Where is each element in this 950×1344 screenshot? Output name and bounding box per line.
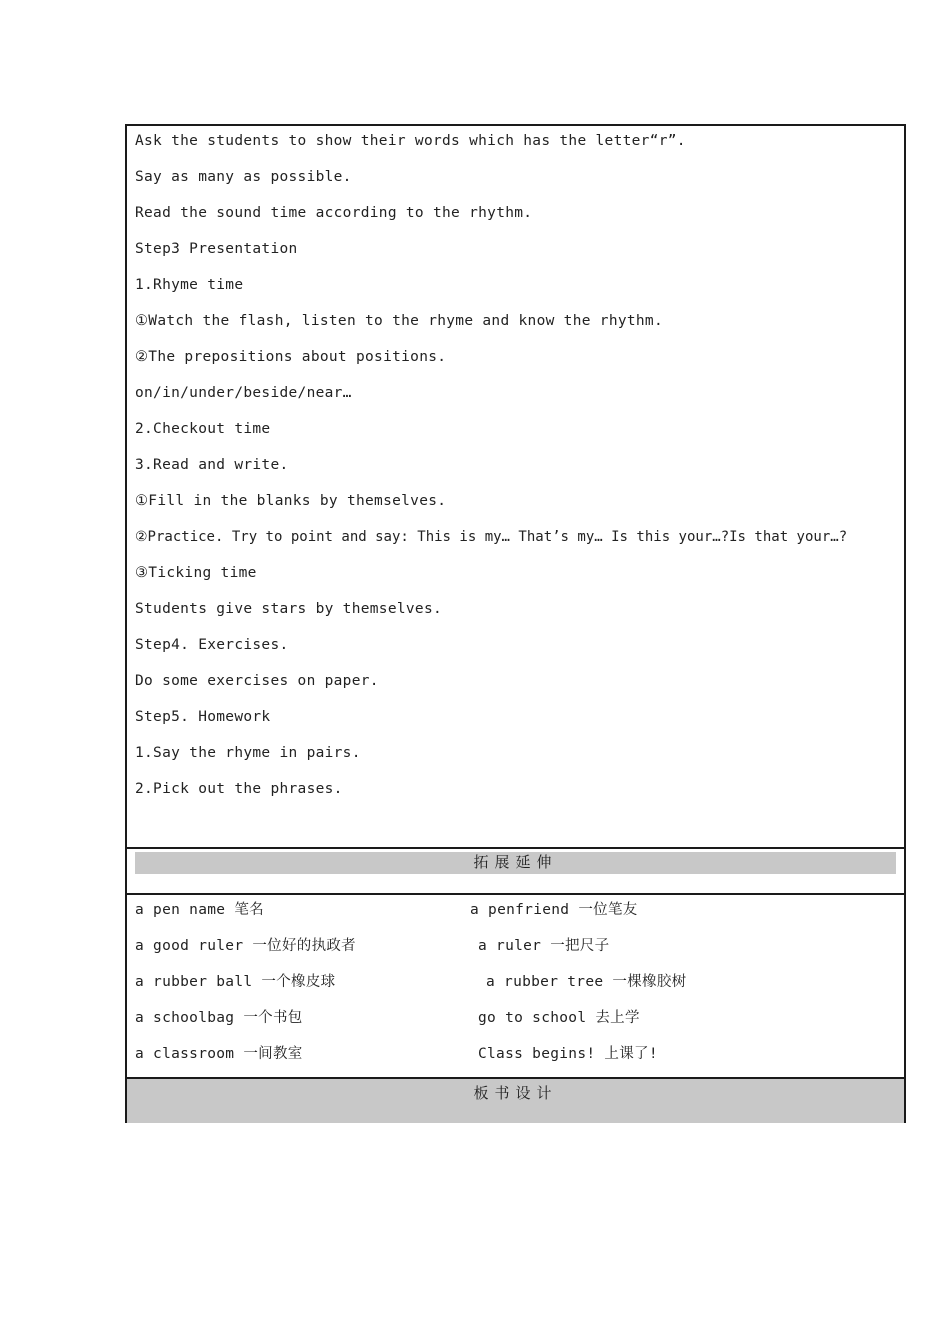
board-design-header: 板书设计	[473, 1084, 558, 1102]
extension-phrase-right: go to school 去上学	[478, 1010, 640, 1026]
step-line: ②The prepositions about positions.	[135, 349, 447, 365]
extension-header-row	[127, 849, 904, 895]
step-line: 2.Pick out the phrases.	[135, 781, 343, 797]
extension-phrase-left: a rubber ball 一个橡皮球	[135, 974, 336, 990]
step-line: ③Ticking time	[135, 565, 257, 581]
extension-phrase-left: a classroom 一间教室	[135, 1046, 303, 1062]
lesson-plan-table	[125, 124, 906, 1123]
extension-section	[127, 895, 904, 1079]
extension-header: 拓展延伸	[473, 853, 558, 871]
step-line: 3.Read and write.	[135, 457, 289, 473]
step-line: Students give stars by themselves.	[135, 601, 443, 617]
extension-phrase-right: a ruler 一把尺子	[478, 938, 610, 954]
extension-phrase-right: Class begins! 上课了!	[478, 1046, 658, 1062]
step-line: Step5. Homework	[135, 709, 271, 725]
step-line: on/in/under/beside/near…	[135, 385, 352, 401]
step-line: ①Fill in the blanks by themselves.	[135, 493, 447, 509]
step-line: Say as many as possible.	[135, 169, 352, 185]
extension-phrase-left: a good ruler 一位好的执政者	[135, 938, 356, 954]
step-line: 2.Checkout time	[135, 421, 271, 437]
step-line: Do some exercises on paper.	[135, 673, 379, 689]
step-line: Step3 Presentation	[135, 241, 298, 257]
step-line: Ask the students to show their words which has the letter“r”.	[135, 133, 686, 149]
board-design-header-row	[127, 1079, 904, 1123]
extension-phrase-left: a schoolbag 一个书包	[135, 1010, 303, 1026]
step-line: Read the sound time according to the rhythm.	[135, 205, 533, 221]
step-line: 1.Say the rhyme in pairs.	[135, 745, 361, 761]
step-line: ①Watch the flash, listen to the rhyme and know the rhythm.	[135, 313, 663, 329]
extension-phrase-right: a rubber tree 一棵橡胶树	[486, 974, 687, 990]
extension-phrase-right: a penfriend 一位笔友	[470, 902, 638, 918]
teaching-steps-section	[127, 126, 904, 849]
step-line: Step4. Exercises.	[135, 637, 289, 653]
step-line: 1.Rhyme time	[135, 277, 244, 293]
step-line: ②Practice. Try to point and say: This is my… That’s my… Is this your…?Is that your…?	[135, 529, 848, 545]
extension-phrase-left: a pen name 笔名	[135, 902, 264, 918]
